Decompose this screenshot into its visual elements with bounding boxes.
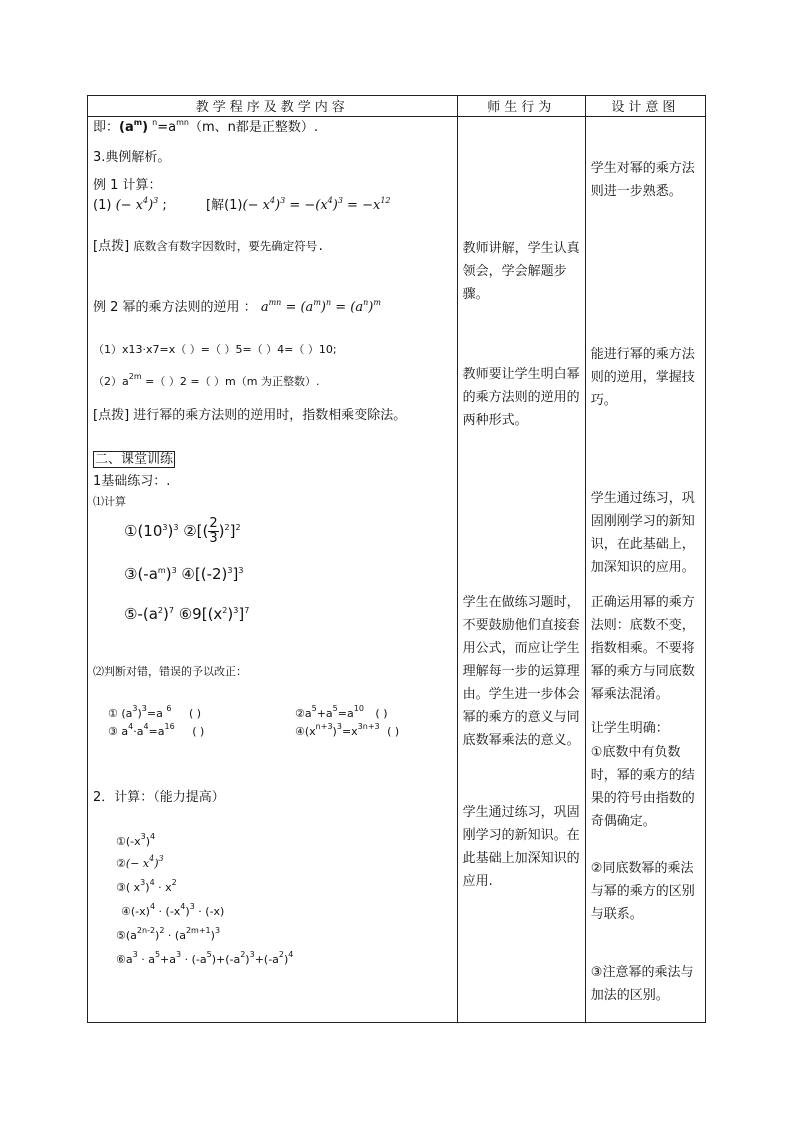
table-header-row [88,96,706,117]
example-2-q2: $(2)a^{2m}$ =（ ）2 =（ ）m（m 为正整数）. [93,372,320,388]
answer-prefix: [解(1) [206,198,243,213]
behavior-p1: 教师讲解，学生认真领会，学会解题步骤。 [462,241,580,302]
adv-item-6: $⑥a^3 \cdot a^5+a^3 \cdot (-a^5)+(-a^2)^3+(-a^2)^4$ [116,950,294,966]
adv-item-2: ②(− $x^4)^3$ [116,854,164,870]
section-classroom-training [93,451,175,469]
judge-item-3: ③ $a^4\cdot a^4=a^{16}$ ( ) [108,722,205,738]
q2-prefix: （2）a [93,375,129,388]
tip-2-text: 进行幂的乘方法则的逆用时，指数相乘变除法。 [133,408,407,423]
calc-label: ⑴计算 [93,495,126,508]
rule-prefix: 即： [93,120,120,135]
header-behavior: 师生行为 [457,96,585,117]
adv-item-5: $⑤(a^{2n-2})^2 \cdot (a^{2m+1})^3$ [116,926,221,942]
example-2-label: 例 2 幂的乘方法则的逆用 ： [93,300,257,315]
tip-1-text: 底数含有数字因数时，要先确定符号. [133,239,325,253]
judge-item-1: ① $(a^3)^3=a$ $^6$ ( ) [108,704,202,720]
judge-item-2: $②a^5+a^5=a^{10}$ ( ) [295,704,388,720]
q2-rest: =（ ）2 =（ ）m（m 为正整数）. [145,375,320,388]
rule-suffix: （m、n都是正整数）. [188,120,319,135]
basic-practice-title: 1基础练习：. [93,474,171,489]
design-p6: ①底数中有负数时，幂的乘方的结果的符号由指数的奇偶确定。 [590,745,695,829]
judge-blank-2[interactable]: ( ) [375,707,388,720]
tip-2 [93,407,406,425]
judge-blank-1[interactable]: ( ) [188,707,202,720]
behavior-p2: 教师要让学生明白幂的乘方法则的逆用的两种形式。 [462,367,580,428]
example-1-question: (1) (− $x^4)^3$ ; [93,196,167,213]
example-1-title: 例 1 计算： [93,178,162,193]
section-title: 二、课堂训练 [95,452,174,467]
judge-blank-4[interactable]: ( ) [387,725,400,738]
behavior-p4: 学生通过练习，巩固刚学习的新知识。在此基础上加深知识的应用. [462,805,580,889]
example-2-title: 例 2 幂的乘方法则的逆用 ： $a^{mn} = (a^m)^n = (a^n)^m$ [93,298,381,315]
example-1-answer: [解$(1)(- x^4)^3 = -(x^4)^3 = -x^{12}$ [206,196,391,213]
header-design: 设计意图 [585,96,705,117]
design-p1: 学生对幂的乘方法则进一步熟悉。 [590,161,695,199]
design-p8: ③注意幂的乘法与加法的区别。 [590,965,694,1003]
design-p4: 正确运用幂的乘方法则：底数不变，指数相乘。不要将幂的乘方与同底数幂乘法混淆。 [590,595,695,702]
example-2-q1: （1）x13·x7=x（ ）=（ ）5=（ ）4=（ ）10; [93,343,337,356]
example-1-number: (1) [93,198,112,213]
behavior-p3: 学生在做练习题时，不要鼓励他们直接套用公式，而应让学生理解每一步的运算理由。学生进一步体会幂的乘方的意义与同底数幂乘法的意义。 [462,595,580,748]
tip-1 [93,237,324,256]
tip-2-label: [点拨] [93,408,130,423]
behavior-cell [457,117,585,1023]
adv-item-1: $①(-x^3)^4$ [116,832,156,848]
judge-item-4: $④(x^{n+3})^3=x^{3n+3}$ ( ) [295,722,400,738]
design-p2: 能进行幂的乘方法则的逆用，掌握技巧。 [590,347,695,408]
section-3-title: 3.典例解析。 [93,150,171,165]
content-cell [88,117,458,1023]
calc-items-1-2: $①(10^3)^3$ ②[( $\frac{2}{3}$ )$^2$]$^2$ [124,516,241,546]
design-p5: 让学生明确： [590,721,669,736]
lesson-table [87,95,706,1023]
calc-items-3-4: $③(-a^m)^3$ $④[(-2)^3]^3$ [124,565,244,583]
tip-1-label: [点拨] [93,239,130,254]
power-rule: 即：$(a^m)$ $^n=a^{mn}(m$、n都是正整数）. [93,118,319,135]
adv-item-3: ③( $x^3)^4 \cdot x^2$ [116,878,177,894]
calc-items-5-6: $⑤-(a^2)^7$ $⑥9[(x^2)^3]^7$ [124,605,250,623]
advanced-title: 2．计算：（能力提高） [93,790,225,805]
design-cell [585,117,705,1023]
design-p3: 学生通过练习，巩固刚刚学习的新知识，在此基础上，加深知识的应用。 [590,491,695,575]
table-body-row [88,117,706,1023]
judge-blank-3[interactable]: ( ) [192,725,205,738]
judge-label: ⑵判断对错，错误的予以改正： [93,665,247,678]
header-content: 教学程序及教学内容 [88,96,458,117]
design-p7: ②同底数幂的乘法与幂的乘方的区别与联系。 [590,861,695,922]
adv-item-4: $④(-x)^4 \cdot (-x^4)^3 \cdot (-x)$ [121,902,225,918]
